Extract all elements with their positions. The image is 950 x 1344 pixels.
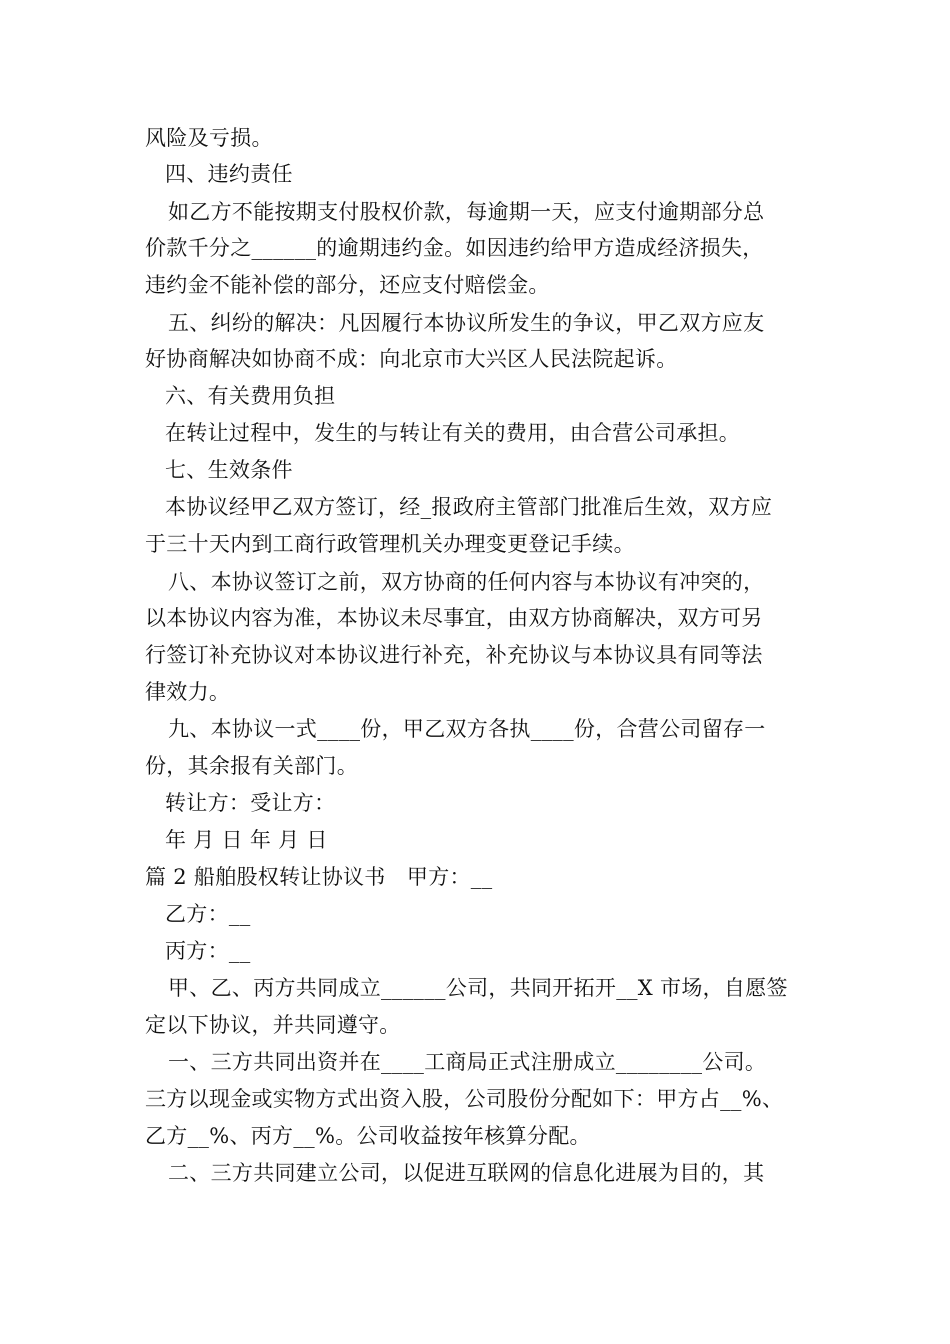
text-line: 定以下协议，并共同遵守。 (145, 1013, 401, 1037)
text-line: 于三十天内到工商行政管理机关办理变更登记手续。 (145, 532, 635, 556)
section-heading: 六、有关费用负担 (165, 384, 336, 408)
text-line: 以本协议内容为准，本协议未尽事宜，由双方协商解决，双方可另 (145, 606, 763, 630)
text-line: 价款千分之______的逾期违约金。如因违约给甲方造成经济损失， (145, 236, 764, 260)
text-line: 乙方__%、丙方__%。公司收益按年核算分配。 (145, 1124, 591, 1148)
text-line: 份，其余报有关部门。 (145, 754, 358, 778)
text-line: 甲、乙、丙方共同成立______公司，共同开拓开__X 市场，自愿签 (168, 976, 788, 1000)
text-line: 五、纠纷的解决：凡因履行本协议所发生的争议，甲乙双方应友 (168, 311, 765, 335)
text-line: 违约金不能补偿的部分，还应支付赔偿金。 (145, 273, 550, 297)
text-line: 好协商解决如协商不成：向北京市大兴区人民法院起诉。 (145, 347, 678, 371)
signature-label: 转让方：受让方： (165, 791, 336, 815)
text-line: 二、三方共同建立公司，以促进互联网的信息化进展为目的，其 (168, 1161, 765, 1185)
text-line: 八、本协议签订之前，双方协商的任何内容与本协议有冲突的， (168, 570, 765, 594)
text-line: 三方以现金或实物方式出资入股，公司股份分配如下：甲方占__%、 (145, 1087, 784, 1111)
section-heading: 七、生效条件 (165, 458, 293, 482)
text-line: 在转让过程中，发生的与转让有关的费用，由合营公司承担。 (165, 421, 741, 445)
party-line: 丙方：__ (165, 939, 251, 963)
party-line: 乙方：__ (165, 902, 251, 926)
text-line: 风险及亏损。 (145, 126, 273, 150)
section-heading: 四、违约责任 (165, 162, 293, 186)
document-title: 篇 2 船舶股权转让协议书 甲方：__ (145, 865, 493, 889)
text-line: 行签订补充协议对本协议进行补充，补充协议与本协议具有同等法 (145, 643, 763, 667)
date-line: 年 月 日 年 月 日 (165, 828, 328, 852)
text-line: 本协议经甲乙双方签订，经_报政府主管部门批准后生效，双方应 (165, 495, 773, 519)
text-line: 一、三方共同出资并在____工商局正式注册成立________公司。 (168, 1050, 767, 1074)
text-line: 九、本协议一式____份，甲乙双方各执____份，合营公司留存一 (168, 717, 766, 741)
text-line: 如乙方不能按期支付股权价款，每逾期一天，应支付逾期部分总 (168, 200, 765, 224)
text-line: 律效力。 (145, 680, 231, 704)
